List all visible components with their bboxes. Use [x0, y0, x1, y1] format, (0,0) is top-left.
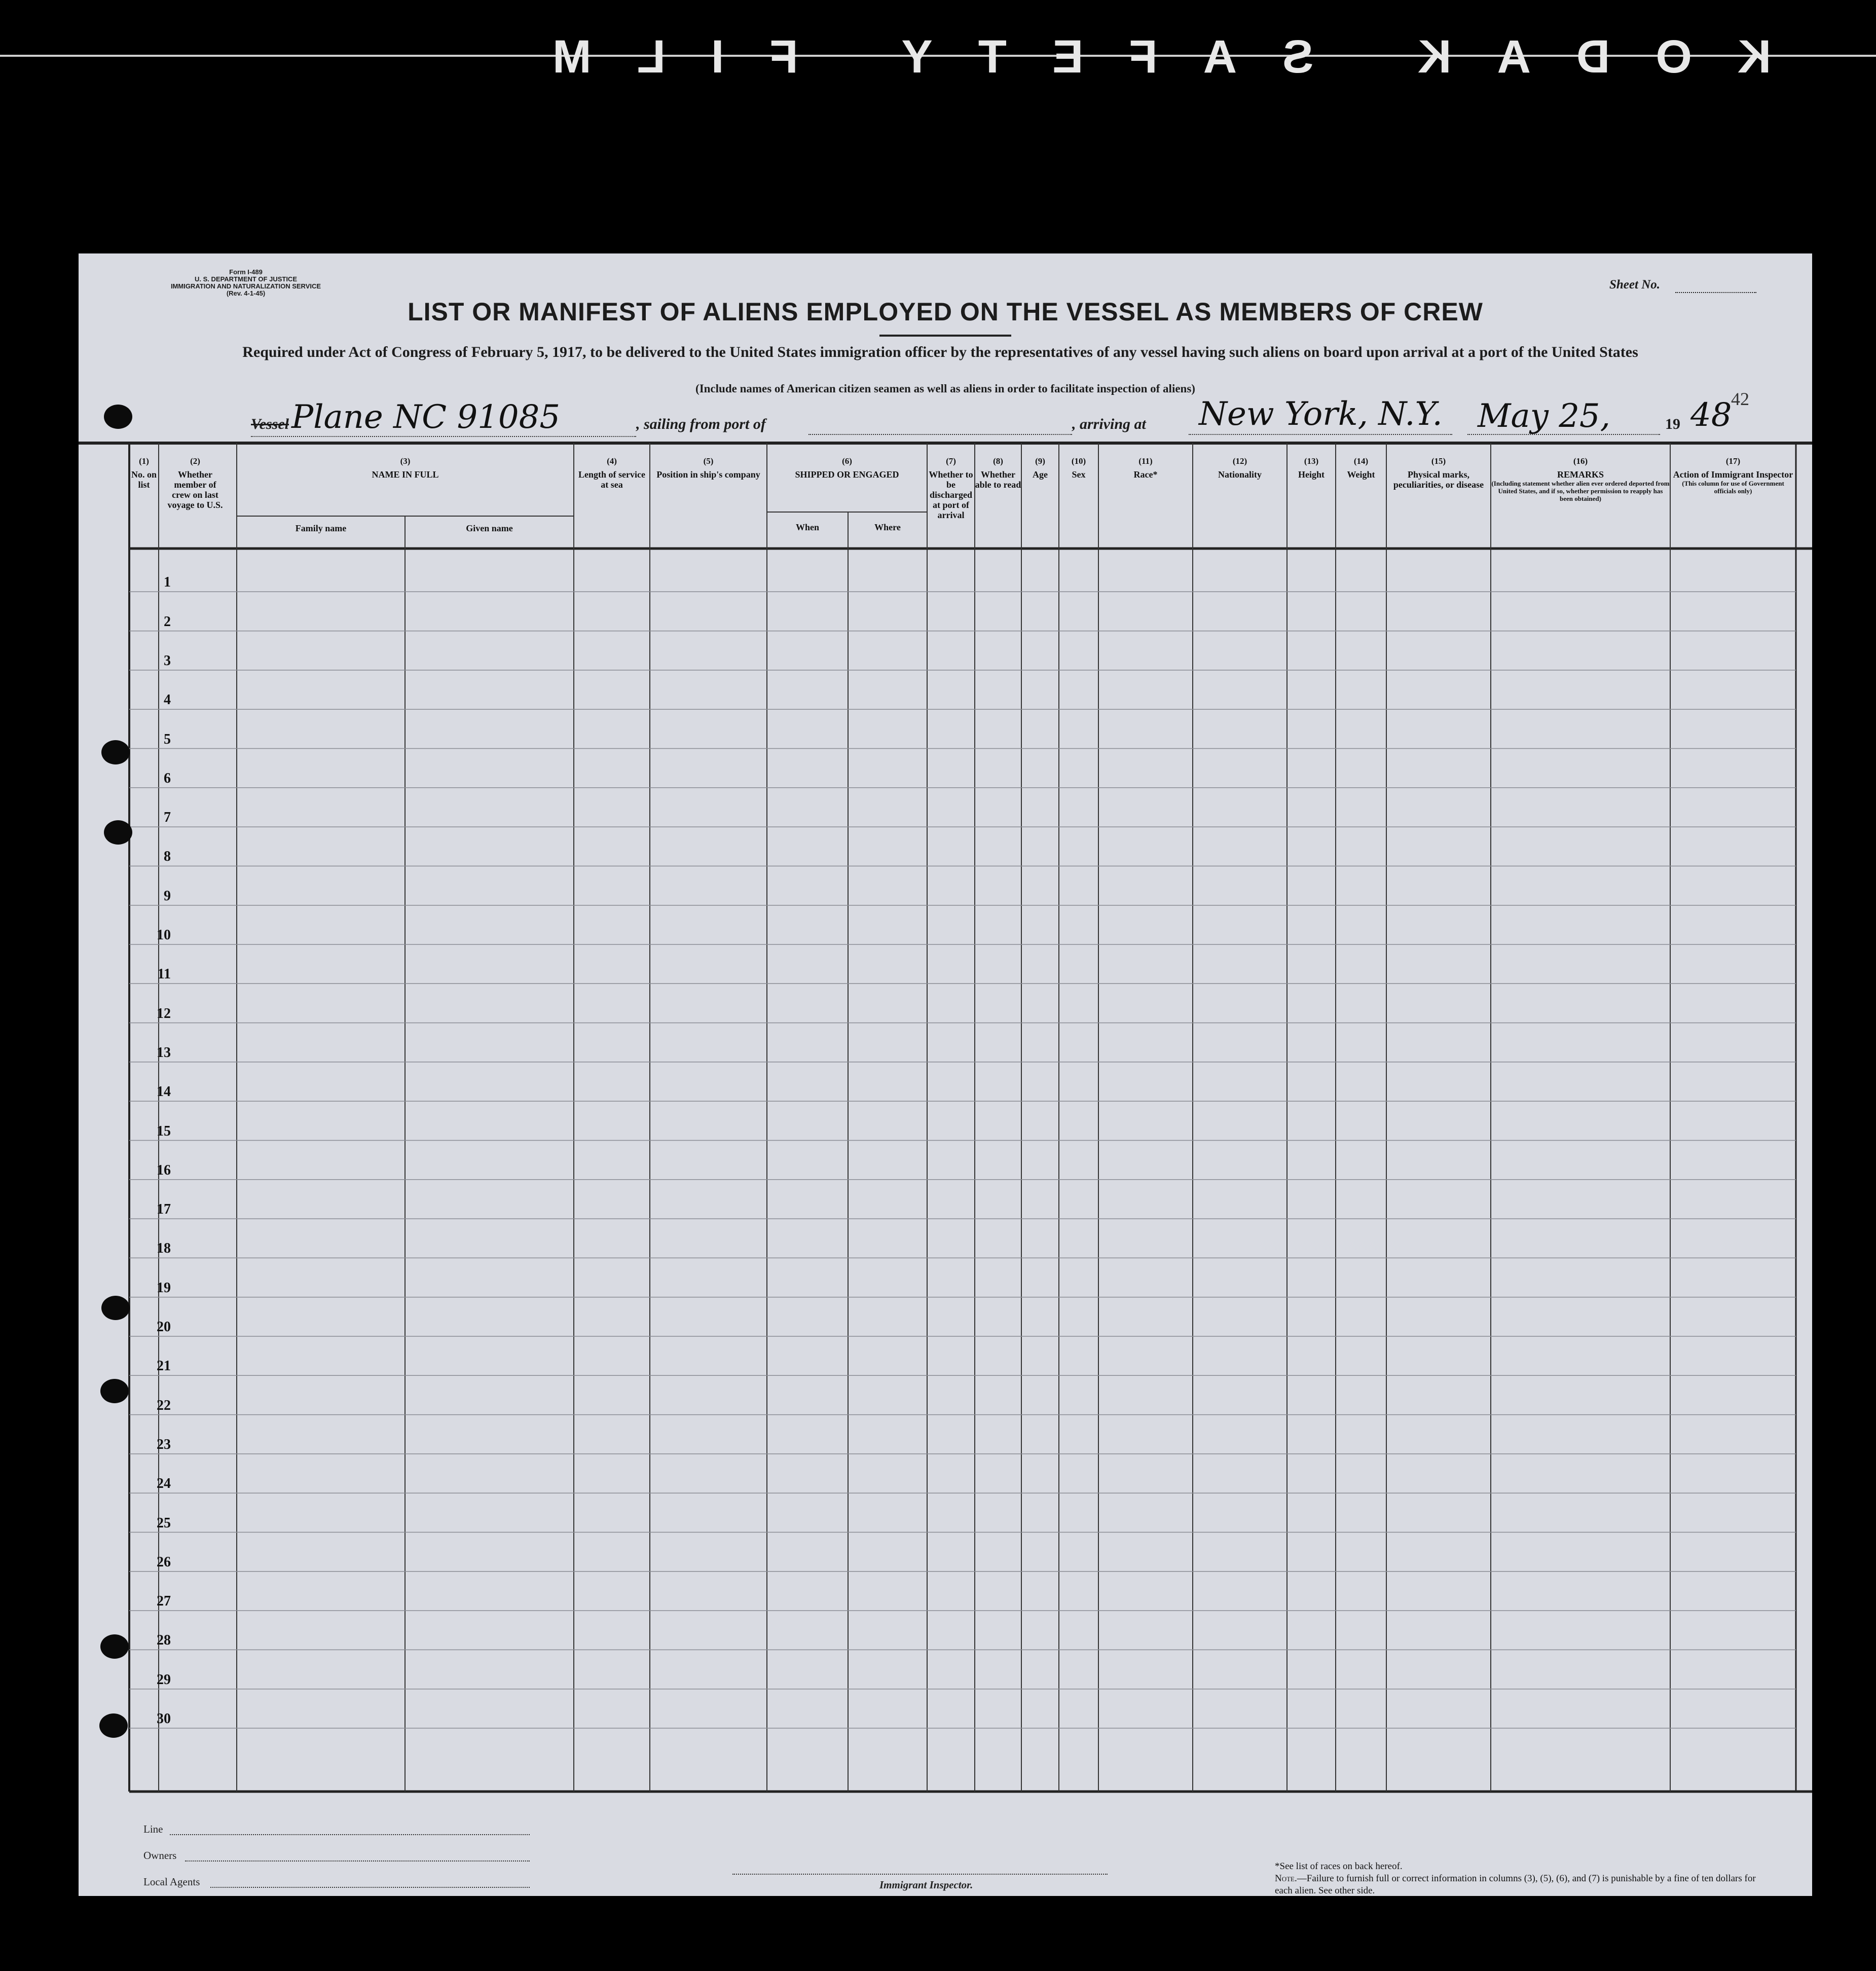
year-prefix: 19: [1665, 416, 1680, 432]
note-label: Note.: [1275, 1873, 1297, 1884]
row-number: 20: [157, 1319, 171, 1335]
column-header-when: When: [795, 522, 819, 532]
row-number: 5: [164, 731, 171, 747]
page-number: 42: [1731, 389, 1749, 409]
vessel-label: Vessel: [251, 416, 289, 432]
footer-owners-label: Owners: [143, 1849, 177, 1862]
row-number: 22: [157, 1397, 171, 1413]
column-header-12: (12) Nationality: [1218, 456, 1262, 480]
row-number: 3: [164, 652, 171, 669]
form-number: Form I-489: [229, 268, 263, 276]
row-number: 8: [164, 849, 171, 865]
row-number: 18: [157, 1240, 171, 1257]
column-header-17: (17) Action of Immigrant Inspector (This column for use of Government officials only): [1670, 456, 1796, 495]
inspector-signature-label: Immigrant Inspector.: [879, 1879, 973, 1891]
column-header-where: Where: [874, 522, 901, 532]
row-number: 16: [157, 1162, 171, 1178]
inspector-signature-line: [732, 1874, 1108, 1875]
column-header-1: (1) No. on list: [131, 456, 157, 490]
vessel-value: Plane NC 91085: [291, 398, 561, 436]
row-number: 27: [157, 1593, 171, 1610]
column-header-2: (2) Whether member of crew on last voyage to U.S.: [167, 456, 223, 510]
binder-hole: [99, 1713, 128, 1738]
manifest-sheet: [79, 253, 1812, 1896]
column-header-16: (16) REMARKS (Including statement whether alien ever ordered deported from United States, and if so, whether permission to reapply has been obtained): [1491, 456, 1670, 502]
form-service: IMMIGRATION AND NATURALIZATION SERVICE: [170, 282, 321, 290]
inspector-detail: (This column for use of Government officials only): [1682, 480, 1784, 495]
remarks-detail: (Including statement whether alien ever ordered deported from United States, and if so, whether permission to reapply has been obtained): [1491, 480, 1670, 502]
binder-hole: [101, 740, 130, 764]
binder-hole: [100, 1379, 129, 1403]
required-statement: Required under Act of Congress of February 5, 1917, to be delivered to the United States immigration officer by the representatives of any vessel having such aliens on board upon arrival at a port of the United States: [242, 344, 1638, 360]
row-number: 29: [157, 1671, 171, 1688]
include-note: (Include names of American citizen seamen as well as aliens in order to facilitate inspection of aliens): [695, 382, 1195, 395]
row-number: 15: [157, 1123, 171, 1139]
row-number: 21: [157, 1358, 171, 1374]
row-number: 6: [164, 770, 171, 786]
column-header-5: (5) Position in ship's company: [656, 456, 760, 480]
document-title: LIST OR MANIFEST OF ALIENS EMPLOYED ON THE VESSEL AS MEMBERS OF CREW: [408, 298, 1483, 326]
row-number: 11: [157, 966, 171, 982]
column-header-given-name: Given name: [466, 523, 513, 533]
column-header-8: (8) Whether able to read: [975, 456, 1021, 490]
form-department: U. S. DEPARTMENT OF JUSTICE: [195, 275, 297, 283]
row-number: 12: [157, 1005, 171, 1021]
row-number: 28: [157, 1632, 171, 1649]
row-number: 23: [157, 1436, 171, 1452]
footer-line-label: Line: [143, 1823, 163, 1835]
arriving-label: , arriving at: [1072, 416, 1146, 432]
sailing-label: , sailing from port of: [636, 416, 766, 432]
row-number: 17: [157, 1201, 171, 1218]
races-note: *See list of races on back hereof.: [1275, 1861, 1403, 1872]
row-number: 2: [164, 613, 171, 630]
row-number: 9: [164, 888, 171, 904]
row-number: 10: [157, 927, 171, 943]
failure-note: [1275, 1873, 1772, 1897]
column-header-14: (14) Weight: [1347, 456, 1375, 480]
row-number: 13: [157, 1044, 171, 1061]
footer-agents-label: Local Agents: [143, 1876, 200, 1888]
footer-owners-field: [185, 1860, 530, 1862]
row-number: 26: [157, 1554, 171, 1570]
row-number: 4: [164, 692, 171, 708]
date-value: May 25,: [1478, 397, 1610, 435]
column-header-15: (15) Physical marks, peculiarities, or disease: [1393, 456, 1484, 490]
column-header-13: (13) Height: [1298, 456, 1325, 480]
row-number: 25: [157, 1515, 171, 1531]
row-number: 30: [157, 1711, 171, 1727]
footer-line-field: [170, 1834, 530, 1835]
column-header-4: (4) Length of service at sea: [578, 456, 645, 490]
binder-hole: [100, 1634, 129, 1659]
binder-hole: [104, 820, 132, 845]
column-header-11: (11) Race*: [1133, 456, 1158, 480]
column-header-10: (10) Sex: [1071, 456, 1086, 480]
film-edge-text: KODAK SAFETY FILM: [507, 31, 1772, 83]
film-edge: [0, 0, 1876, 81]
column-header-7: (7) Whether to be discharged at port of arrival: [929, 456, 973, 520]
form-revision: (Rev. 4-1-45): [226, 289, 266, 297]
column-header-family-name: Family name: [295, 523, 347, 533]
column-header-3: (3) NAME IN FULL: [372, 456, 439, 480]
row-number: 14: [157, 1084, 171, 1100]
row-number: 7: [164, 810, 171, 826]
note-text: —Failure to furnish full or correct information in columns (3), (5), (6), and (7) is punishable by a fine of ten dollars for each alien. See other side.: [1275, 1873, 1756, 1896]
arriving-value: New York, N.Y.: [1199, 395, 1443, 433]
column-header-6: (6) SHIPPED OR ENGAGED: [795, 456, 899, 480]
binder-hole: [104, 405, 132, 429]
sheet-number-label: Sheet No.: [1609, 278, 1660, 291]
footer-agents-field: [210, 1887, 530, 1888]
row-number: 24: [157, 1476, 171, 1492]
binder-hole: [101, 1296, 130, 1320]
row-number: 1: [164, 574, 171, 591]
column-header-9: (9) Age: [1033, 456, 1048, 480]
year-value: 48: [1690, 396, 1732, 434]
row-number: 19: [157, 1280, 171, 1296]
